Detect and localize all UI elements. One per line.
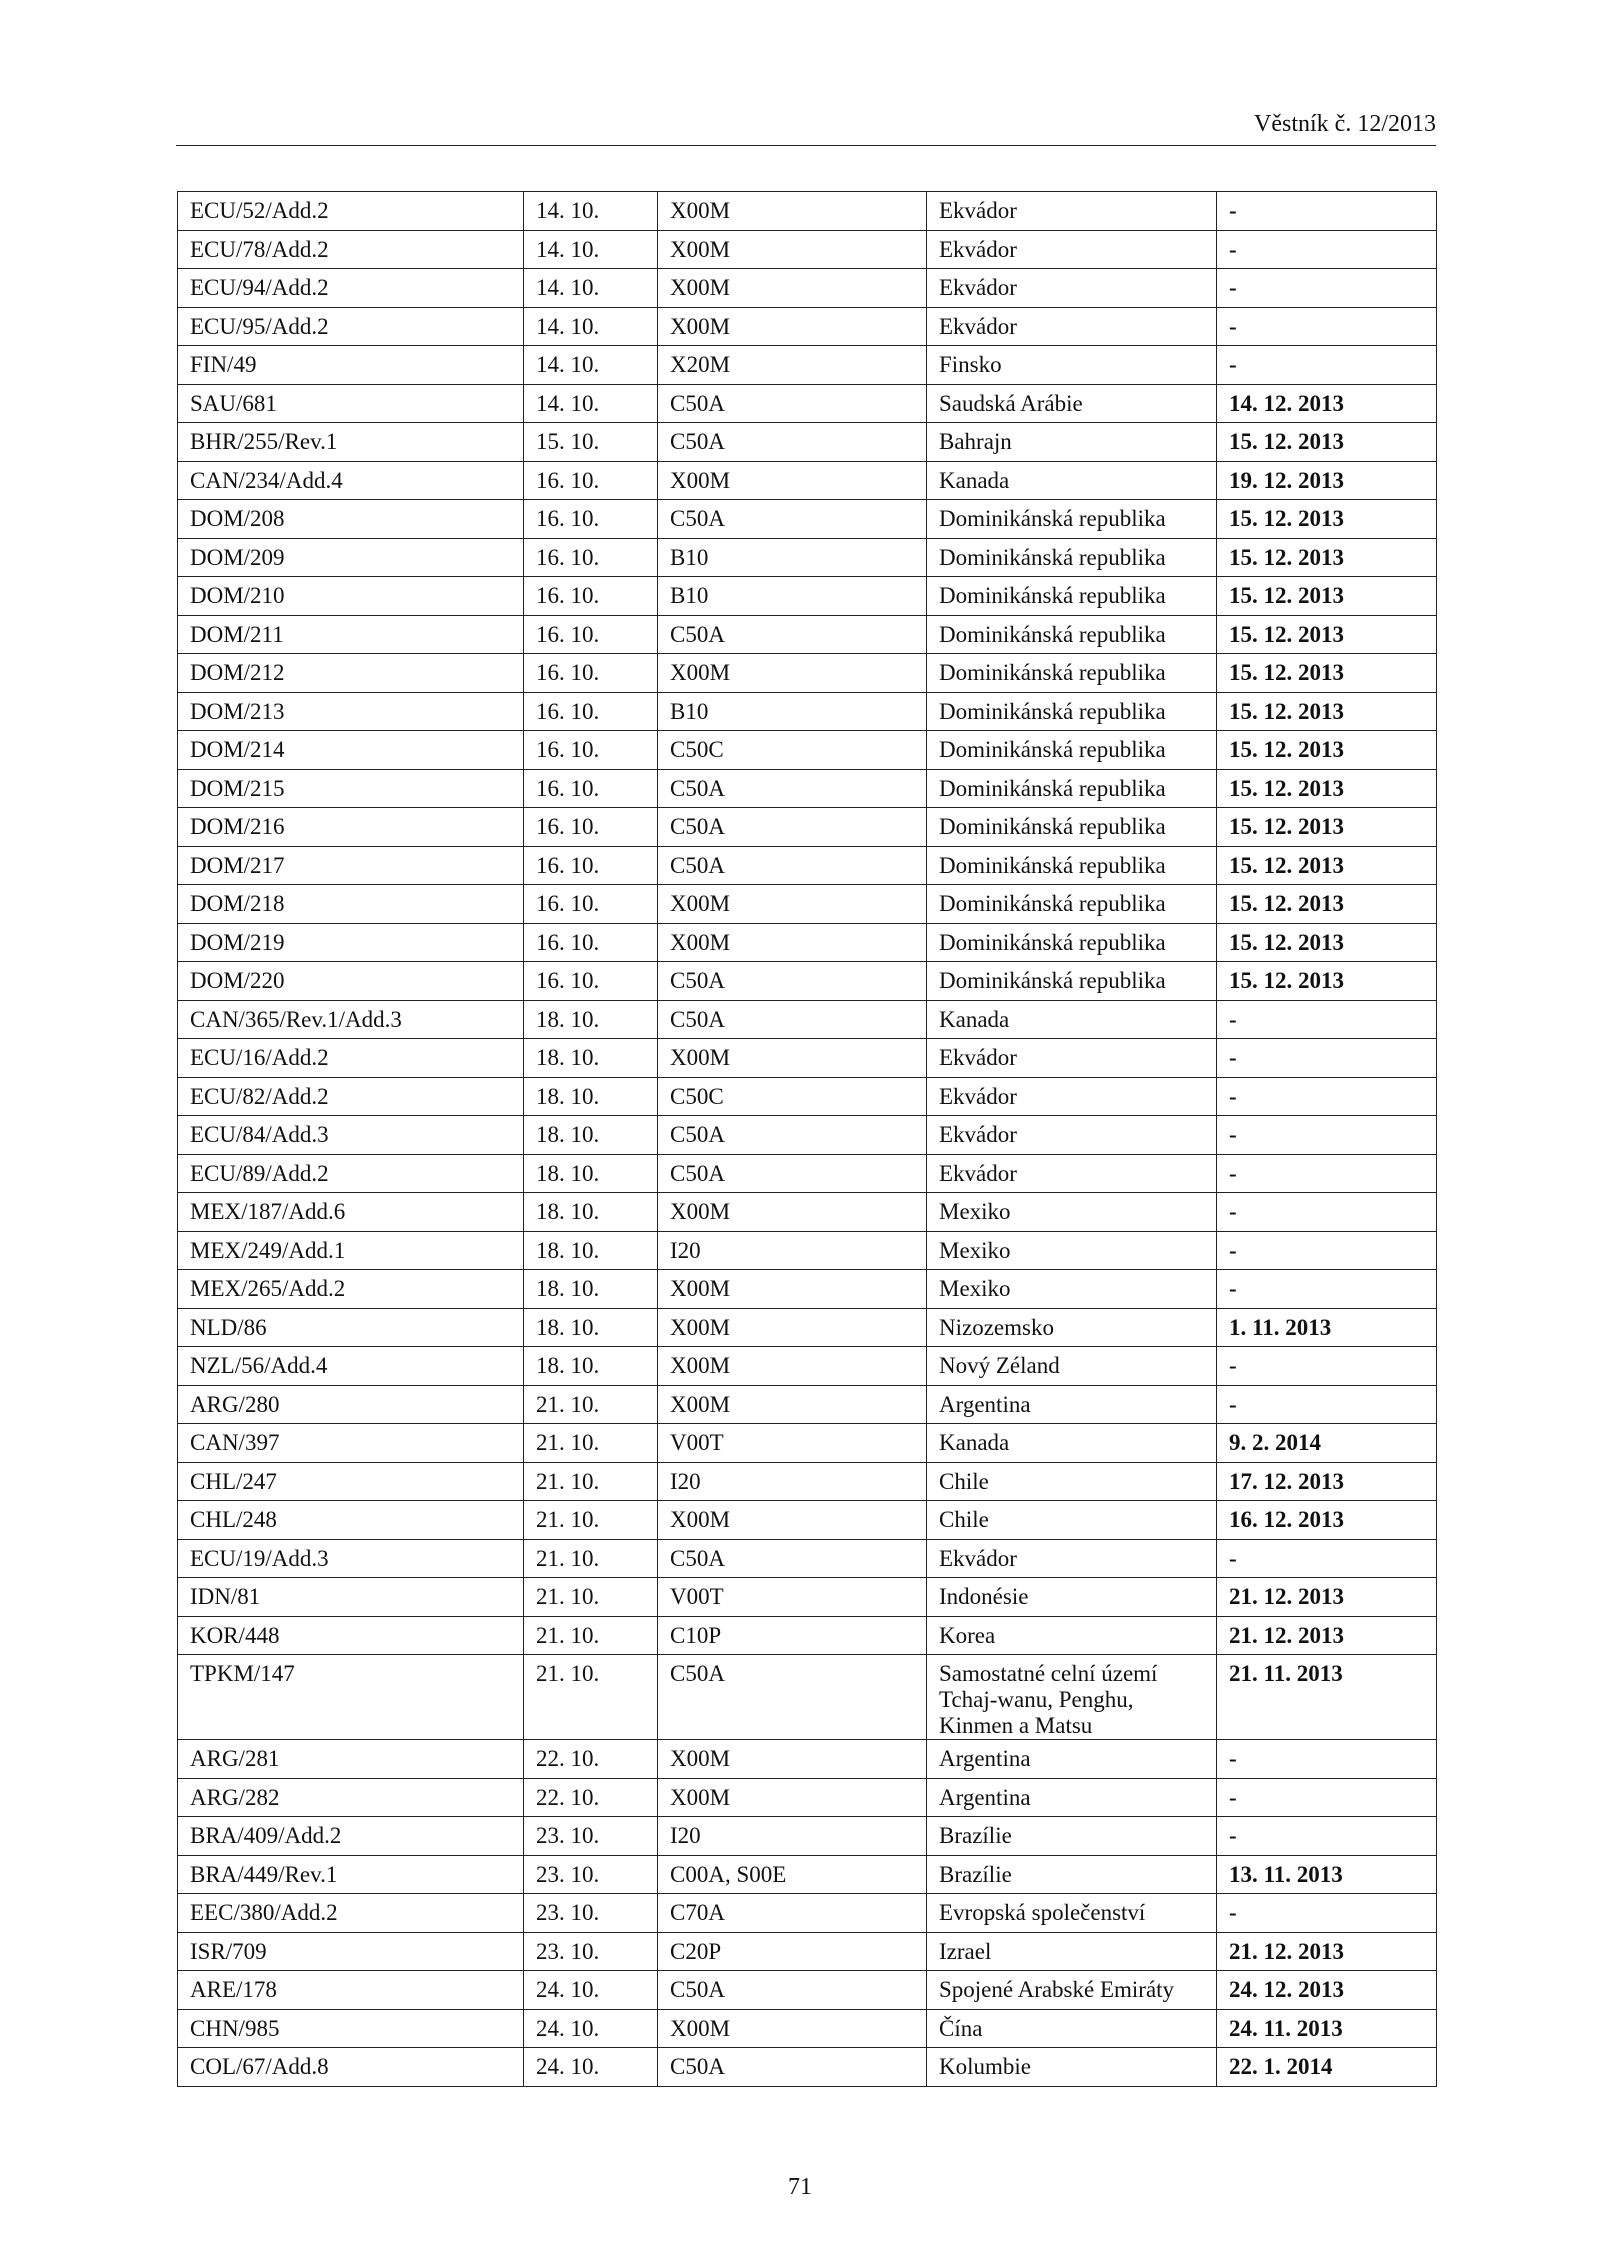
- table-body: [178, 192, 1437, 2087]
- document-code-cell: DOM/210: [178, 577, 524, 616]
- table-row: [178, 1231, 1437, 1270]
- deadline-cell: -: [1217, 1270, 1437, 1309]
- table-row: [178, 1077, 1437, 1116]
- document-code-cell: CHL/248: [178, 1501, 524, 1540]
- document-code-cell: ARG/281: [178, 1740, 524, 1779]
- document-code-cell: BRA/409/Add.2: [178, 1817, 524, 1856]
- code-cell: B10: [658, 538, 927, 577]
- country-cell: Dominikánská republika: [927, 808, 1217, 847]
- table-row: [178, 923, 1437, 962]
- code-cell: C50C: [658, 731, 927, 770]
- country-cell: Dominikánská republika: [927, 731, 1217, 770]
- country-cell: Nový Zéland: [927, 1347, 1217, 1386]
- table-row: [178, 230, 1437, 269]
- document-code-cell: DOM/211: [178, 615, 524, 654]
- table-row: [178, 1347, 1437, 1386]
- country-cell: Izrael: [927, 1932, 1217, 1971]
- code-cell: X00M: [658, 1193, 927, 1232]
- table-row: [178, 1193, 1437, 1232]
- document-code-cell: ECU/82/Add.2: [178, 1077, 524, 1116]
- table-row: [178, 885, 1437, 924]
- date-cell: 16. 10.: [524, 692, 658, 731]
- country-cell: Spojené Arabské Emiráty: [927, 1971, 1217, 2010]
- deadline-cell: 24. 12. 2013: [1217, 1971, 1437, 2010]
- table-row: [178, 577, 1437, 616]
- document-code-cell: TPKM/147: [178, 1655, 524, 1740]
- code-cell: X00M: [658, 1778, 927, 1817]
- table-row: [178, 615, 1437, 654]
- country-cell: Argentina: [927, 1740, 1217, 1779]
- document-code-cell: BRA/449/Rev.1: [178, 1855, 524, 1894]
- table-row: [178, 1817, 1437, 1856]
- document-code-cell: EEC/380/Add.2: [178, 1894, 524, 1933]
- document-code-cell: DOM/208: [178, 500, 524, 539]
- deadline-cell: 21. 12. 2013: [1217, 1932, 1437, 1971]
- document-code-cell: IDN/81: [178, 1578, 524, 1617]
- country-cell: Argentina: [927, 1778, 1217, 1817]
- date-cell: 24. 10.: [524, 2009, 658, 2048]
- country-cell: Brazílie: [927, 1817, 1217, 1856]
- date-cell: 18. 10.: [524, 1231, 658, 1270]
- document-code-cell: CAN/397: [178, 1424, 524, 1463]
- date-cell: 14. 10.: [524, 384, 658, 423]
- code-cell: X00M: [658, 230, 927, 269]
- date-cell: 18. 10.: [524, 1000, 658, 1039]
- table-row: [178, 2048, 1437, 2087]
- deadline-cell: 15. 12. 2013: [1217, 962, 1437, 1001]
- date-cell: 18. 10.: [524, 1154, 658, 1193]
- deadline-cell: 15. 12. 2013: [1217, 423, 1437, 462]
- date-cell: 21. 10.: [524, 1462, 658, 1501]
- date-cell: 18. 10.: [524, 1116, 658, 1155]
- country-cell: Kanada: [927, 461, 1217, 500]
- country-cell: Dominikánská republika: [927, 577, 1217, 616]
- country-cell: Chile: [927, 1462, 1217, 1501]
- country-cell: Saudská Arábie: [927, 384, 1217, 423]
- country-cell: Brazílie: [927, 1855, 1217, 1894]
- code-cell: C50A: [658, 615, 927, 654]
- country-cell: Kanada: [927, 1000, 1217, 1039]
- document-code-cell: ARG/280: [178, 1385, 524, 1424]
- date-cell: 23. 10.: [524, 1817, 658, 1856]
- code-cell: C50A: [658, 1655, 927, 1740]
- table-row: [178, 461, 1437, 500]
- document-code-cell: ECU/94/Add.2: [178, 269, 524, 308]
- document-code-cell: DOM/213: [178, 692, 524, 731]
- date-cell: 14. 10.: [524, 346, 658, 385]
- country-cell: Dominikánská republika: [927, 846, 1217, 885]
- date-cell: 21. 10.: [524, 1616, 658, 1655]
- deadline-cell: 15. 12. 2013: [1217, 923, 1437, 962]
- country-cell: Mexiko: [927, 1231, 1217, 1270]
- deadline-cell: -: [1217, 1778, 1437, 1817]
- notification-table: [177, 191, 1437, 2087]
- table-row: [178, 1655, 1437, 1740]
- deadline-cell: -: [1217, 269, 1437, 308]
- country-cell: Dominikánská republika: [927, 500, 1217, 539]
- document-code-cell: ECU/95/Add.2: [178, 307, 524, 346]
- document-code-cell: MEX/265/Add.2: [178, 1270, 524, 1309]
- deadline-cell: 22. 1. 2014: [1217, 2048, 1437, 2087]
- date-cell: 16. 10.: [524, 808, 658, 847]
- document-code-cell: DOM/215: [178, 769, 524, 808]
- table-row: [178, 1971, 1437, 2010]
- code-cell: C50A: [658, 1971, 927, 2010]
- country-cell: Dominikánská republika: [927, 923, 1217, 962]
- deadline-cell: -: [1217, 1740, 1437, 1779]
- deadline-cell: 14. 12. 2013: [1217, 384, 1437, 423]
- deadline-cell: -: [1217, 1193, 1437, 1232]
- deadline-cell: 13. 11. 2013: [1217, 1855, 1437, 1894]
- table-row: [178, 1154, 1437, 1193]
- code-cell: C50A: [658, 384, 927, 423]
- code-cell: C50A: [658, 423, 927, 462]
- document-code-cell: ARE/178: [178, 1971, 524, 2010]
- country-cell: Ekvádor: [927, 1077, 1217, 1116]
- document-code-cell: SAU/681: [178, 384, 524, 423]
- code-cell: X00M: [658, 1501, 927, 1540]
- code-cell: C50A: [658, 1116, 927, 1155]
- code-cell: C00A, S00E: [658, 1855, 927, 1894]
- code-cell: C50A: [658, 808, 927, 847]
- code-cell: B10: [658, 692, 927, 731]
- document-code-cell: DOM/218: [178, 885, 524, 924]
- date-cell: 16. 10.: [524, 846, 658, 885]
- country-cell: Bahrajn: [927, 423, 1217, 462]
- table-row: [178, 192, 1437, 231]
- table-row: [178, 500, 1437, 539]
- country-cell: Čína: [927, 2009, 1217, 2048]
- table-row: [178, 1778, 1437, 1817]
- country-cell: Dominikánská republika: [927, 654, 1217, 693]
- country-cell: Mexiko: [927, 1193, 1217, 1232]
- code-cell: C50C: [658, 1077, 927, 1116]
- date-cell: 23. 10.: [524, 1894, 658, 1933]
- table-row: [178, 1308, 1437, 1347]
- document-code-cell: CAN/365/Rev.1/Add.3: [178, 1000, 524, 1039]
- table-row: [178, 1039, 1437, 1078]
- date-cell: 24. 10.: [524, 1971, 658, 2010]
- date-cell: 16. 10.: [524, 500, 658, 539]
- country-cell: Dominikánská republika: [927, 962, 1217, 1001]
- code-cell: C50A: [658, 1154, 927, 1193]
- date-cell: 18. 10.: [524, 1039, 658, 1078]
- table-row: [178, 1385, 1437, 1424]
- date-cell: 24. 10.: [524, 2048, 658, 2087]
- table-row: [178, 1116, 1437, 1155]
- deadline-cell: -: [1217, 1817, 1437, 1856]
- code-cell: C10P: [658, 1616, 927, 1655]
- document-code-cell: DOM/209: [178, 538, 524, 577]
- country-cell: Dominikánská republika: [927, 769, 1217, 808]
- date-cell: 22. 10.: [524, 1740, 658, 1779]
- document-code-cell: ISR/709: [178, 1932, 524, 1971]
- table-row: [178, 1932, 1437, 1971]
- code-cell: X00M: [658, 1385, 927, 1424]
- table-row: [178, 269, 1437, 308]
- table-row: [178, 1894, 1437, 1933]
- deadline-cell: -: [1217, 346, 1437, 385]
- table-row: [178, 846, 1437, 885]
- table-row: [178, 1740, 1437, 1779]
- table-row: [178, 1270, 1437, 1309]
- country-cell: Kanada: [927, 1424, 1217, 1463]
- deadline-cell: 15. 12. 2013: [1217, 731, 1437, 770]
- document-code-cell: DOM/216: [178, 808, 524, 847]
- code-cell: C50A: [658, 962, 927, 1001]
- code-cell: I20: [658, 1462, 927, 1501]
- date-cell: 16. 10.: [524, 962, 658, 1001]
- code-cell: C50A: [658, 846, 927, 885]
- document-code-cell: ECU/84/Add.3: [178, 1116, 524, 1155]
- date-cell: 16. 10.: [524, 461, 658, 500]
- document-code-cell: MEX/249/Add.1: [178, 1231, 524, 1270]
- table-row: [178, 1424, 1437, 1463]
- date-cell: 18. 10.: [524, 1270, 658, 1309]
- table-row: [178, 692, 1437, 731]
- date-cell: 23. 10.: [524, 1932, 658, 1971]
- document-code-cell: COL/67/Add.8: [178, 2048, 524, 2087]
- code-cell: V00T: [658, 1424, 927, 1463]
- page-header-title: Věstník č. 12/2013: [1254, 111, 1436, 137]
- code-cell: I20: [658, 1231, 927, 1270]
- code-cell: X00M: [658, 1270, 927, 1309]
- date-cell: 16. 10.: [524, 923, 658, 962]
- header-divider: [176, 145, 1436, 146]
- country-cell: Argentina: [927, 1385, 1217, 1424]
- deadline-cell: -: [1217, 1231, 1437, 1270]
- code-cell: C50A: [658, 1539, 927, 1578]
- document-code-cell: NLD/86: [178, 1308, 524, 1347]
- date-cell: 22. 10.: [524, 1778, 658, 1817]
- country-cell: Ekvádor: [927, 192, 1217, 231]
- date-cell: 14. 10.: [524, 269, 658, 308]
- date-cell: 21. 10.: [524, 1539, 658, 1578]
- country-cell: Ekvádor: [927, 307, 1217, 346]
- code-cell: C50A: [658, 2048, 927, 2087]
- date-cell: 16. 10.: [524, 654, 658, 693]
- deadline-cell: 15. 12. 2013: [1217, 885, 1437, 924]
- date-cell: 23. 10.: [524, 1855, 658, 1894]
- date-cell: 15. 10.: [524, 423, 658, 462]
- document-code-cell: ARG/282: [178, 1778, 524, 1817]
- code-cell: X00M: [658, 1740, 927, 1779]
- deadline-cell: -: [1217, 1154, 1437, 1193]
- country-cell: Dominikánská republika: [927, 615, 1217, 654]
- code-cell: X00M: [658, 1039, 927, 1078]
- code-cell: X00M: [658, 923, 927, 962]
- table-row: [178, 962, 1437, 1001]
- deadline-cell: 15. 12. 2013: [1217, 577, 1437, 616]
- country-cell: Ekvádor: [927, 1116, 1217, 1155]
- deadline-cell: 21. 12. 2013: [1217, 1616, 1437, 1655]
- table-row: [178, 1462, 1437, 1501]
- document-code-cell: DOM/212: [178, 654, 524, 693]
- country-cell: Dominikánská republika: [927, 692, 1217, 731]
- country-cell: Finsko: [927, 346, 1217, 385]
- code-cell: X00M: [658, 2009, 927, 2048]
- code-cell: X00M: [658, 269, 927, 308]
- table-row: [178, 769, 1437, 808]
- code-cell: X00M: [658, 1347, 927, 1386]
- document-code-cell: FIN/49: [178, 346, 524, 385]
- deadline-cell: 15. 12. 2013: [1217, 769, 1437, 808]
- deadline-cell: -: [1217, 1385, 1437, 1424]
- deadline-cell: 17. 12. 2013: [1217, 1462, 1437, 1501]
- document-code-cell: DOM/220: [178, 962, 524, 1001]
- country-cell: Korea: [927, 1616, 1217, 1655]
- country-cell: Ekvádor: [927, 1039, 1217, 1078]
- country-cell: Ekvádor: [927, 1154, 1217, 1193]
- country-cell: Nizozemsko: [927, 1308, 1217, 1347]
- deadline-cell: -: [1217, 230, 1437, 269]
- date-cell: 14. 10.: [524, 307, 658, 346]
- document-code-cell: DOM/214: [178, 731, 524, 770]
- date-cell: 14. 10.: [524, 192, 658, 231]
- table-row: [178, 1000, 1437, 1039]
- table-row: [178, 1855, 1437, 1894]
- country-cell: Dominikánská republika: [927, 538, 1217, 577]
- deadline-cell: -: [1217, 307, 1437, 346]
- document-code-cell: KOR/448: [178, 1616, 524, 1655]
- deadline-cell: 15. 12. 2013: [1217, 692, 1437, 731]
- document-code-cell: ECU/89/Add.2: [178, 1154, 524, 1193]
- code-cell: C20P: [658, 1932, 927, 1971]
- deadline-cell: -: [1217, 1894, 1437, 1933]
- table-row: [178, 384, 1437, 423]
- deadline-cell: 15. 12. 2013: [1217, 654, 1437, 693]
- deadline-cell: -: [1217, 1539, 1437, 1578]
- date-cell: 21. 10.: [524, 1385, 658, 1424]
- date-cell: 21. 10.: [524, 1655, 658, 1740]
- country-cell: Samostatné celní území Tchaj-wanu, Penghu, Kinmen a Matsu: [927, 1655, 1217, 1740]
- document-code-cell: ECU/19/Add.3: [178, 1539, 524, 1578]
- table-row: [178, 423, 1437, 462]
- country-cell: Dominikánská republika: [927, 885, 1217, 924]
- country-cell: Kolumbie: [927, 2048, 1217, 2087]
- code-cell: X00M: [658, 654, 927, 693]
- document-code-cell: BHR/255/Rev.1: [178, 423, 524, 462]
- deadline-cell: 15. 12. 2013: [1217, 615, 1437, 654]
- table-row: [178, 2009, 1437, 2048]
- country-cell: Ekvádor: [927, 269, 1217, 308]
- document-code-cell: ECU/78/Add.2: [178, 230, 524, 269]
- date-cell: 18. 10.: [524, 1077, 658, 1116]
- country-cell: Mexiko: [927, 1270, 1217, 1309]
- table-row: [178, 1539, 1437, 1578]
- date-cell: 21. 10.: [524, 1424, 658, 1463]
- deadline-cell: 1. 11. 2013: [1217, 1308, 1437, 1347]
- deadline-cell: 21. 11. 2013: [1217, 1655, 1437, 1740]
- table-row: [178, 1578, 1437, 1617]
- date-cell: 16. 10.: [524, 538, 658, 577]
- code-cell: B10: [658, 577, 927, 616]
- date-cell: 16. 10.: [524, 615, 658, 654]
- code-cell: C70A: [658, 1894, 927, 1933]
- table-row: [178, 346, 1437, 385]
- country-cell: Indonésie: [927, 1578, 1217, 1617]
- deadline-cell: -: [1217, 1347, 1437, 1386]
- deadline-cell: 15. 12. 2013: [1217, 808, 1437, 847]
- code-cell: X00M: [658, 192, 927, 231]
- code-cell: C50A: [658, 769, 927, 808]
- date-cell: 21. 10.: [524, 1578, 658, 1617]
- table-row: [178, 307, 1437, 346]
- deadline-cell: 24. 11. 2013: [1217, 2009, 1437, 2048]
- code-cell: X00M: [658, 1308, 927, 1347]
- deadline-cell: 15. 12. 2013: [1217, 846, 1437, 885]
- table-row: [178, 1616, 1437, 1655]
- code-cell: I20: [658, 1817, 927, 1856]
- code-cell: X00M: [658, 461, 927, 500]
- date-cell: 18. 10.: [524, 1308, 658, 1347]
- document-code-cell: DOM/219: [178, 923, 524, 962]
- document-code-cell: ECU/52/Add.2: [178, 192, 524, 231]
- date-cell: 16. 10.: [524, 885, 658, 924]
- table-row: [178, 731, 1437, 770]
- page-number: 71: [788, 2174, 812, 2200]
- deadline-cell: 21. 12. 2013: [1217, 1578, 1437, 1617]
- date-cell: 18. 10.: [524, 1193, 658, 1232]
- table-row: [178, 538, 1437, 577]
- deadline-cell: -: [1217, 1000, 1437, 1039]
- deadline-cell: 9. 2. 2014: [1217, 1424, 1437, 1463]
- deadline-cell: -: [1217, 1116, 1437, 1155]
- document-code-cell: ECU/16/Add.2: [178, 1039, 524, 1078]
- country-cell: Evropská společenství: [927, 1894, 1217, 1933]
- document-code-cell: DOM/217: [178, 846, 524, 885]
- deadline-cell: 19. 12. 2013: [1217, 461, 1437, 500]
- country-cell: Ekvádor: [927, 1539, 1217, 1578]
- country-cell: Chile: [927, 1501, 1217, 1540]
- date-cell: 16. 10.: [524, 769, 658, 808]
- document-code-cell: CHN/985: [178, 2009, 524, 2048]
- code-cell: X00M: [658, 885, 927, 924]
- code-cell: C50A: [658, 500, 927, 539]
- document-code-cell: CAN/234/Add.4: [178, 461, 524, 500]
- deadline-cell: -: [1217, 1039, 1437, 1078]
- table-row: [178, 1501, 1437, 1540]
- code-cell: C50A: [658, 1000, 927, 1039]
- date-cell: 18. 10.: [524, 1347, 658, 1386]
- date-cell: 21. 10.: [524, 1501, 658, 1540]
- table-row: [178, 808, 1437, 847]
- document-code-cell: CHL/247: [178, 1462, 524, 1501]
- deadline-cell: 15. 12. 2013: [1217, 500, 1437, 539]
- country-cell: Ekvádor: [927, 230, 1217, 269]
- table-row: [178, 654, 1437, 693]
- code-cell: X00M: [658, 307, 927, 346]
- date-cell: 16. 10.: [524, 577, 658, 616]
- code-cell: V00T: [658, 1578, 927, 1617]
- document-code-cell: NZL/56/Add.4: [178, 1347, 524, 1386]
- date-cell: 14. 10.: [524, 230, 658, 269]
- code-cell: X20M: [658, 346, 927, 385]
- deadline-cell: -: [1217, 1077, 1437, 1116]
- deadline-cell: -: [1217, 192, 1437, 231]
- document-code-cell: MEX/187/Add.6: [178, 1193, 524, 1232]
- date-cell: 16. 10.: [524, 731, 658, 770]
- deadline-cell: 16. 12. 2013: [1217, 1501, 1437, 1540]
- deadline-cell: 15. 12. 2013: [1217, 538, 1437, 577]
